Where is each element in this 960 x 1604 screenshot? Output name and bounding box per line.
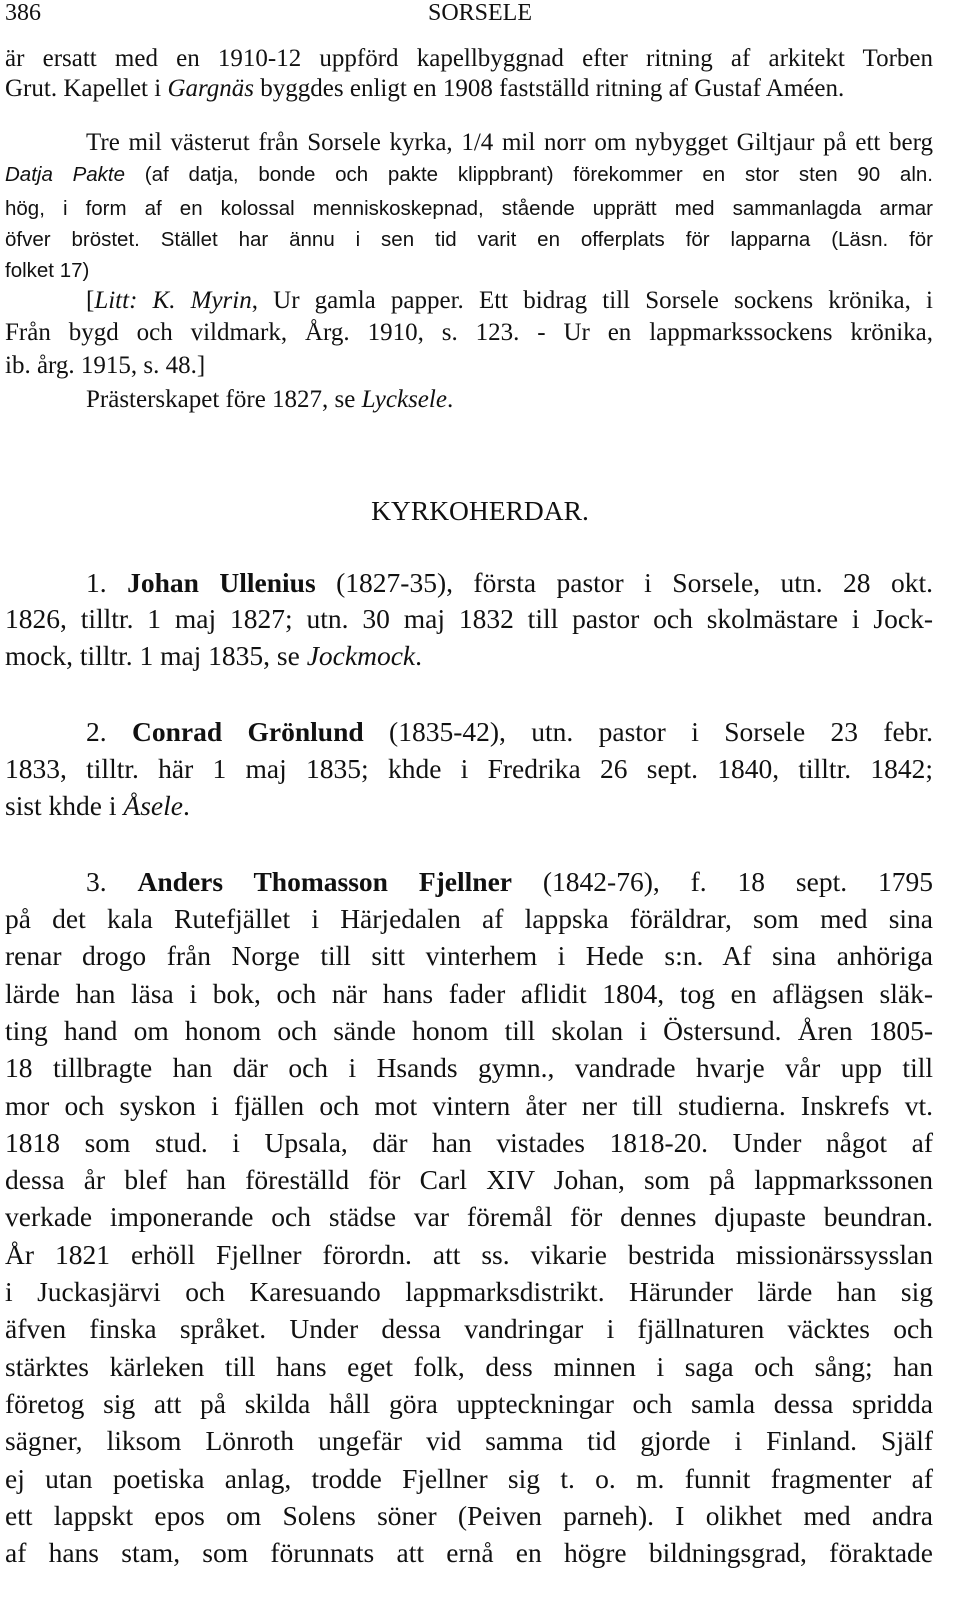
text-line: hög, i form af en kolossal menniskoskepnad, stående upprätt med sammanlagda armar	[5, 197, 933, 220]
author-name: Litt: K. Myrin	[94, 287, 252, 314]
text-line: ting hand om honom och sände honom till skolan i Östersund. Åren 1805-	[5, 1015, 933, 1046]
text-line: öfver bröstet. Stället har ännu i sen tid varit en offerplats för lapparna (Läsn. för	[5, 228, 933, 251]
place-name: Datja Pakte	[5, 163, 126, 186]
text-line: ej utan poetiska anlag, trodde Fjellner sig t. o. m. funnit fragmenter af	[5, 1463, 933, 1494]
text-line: stärktes kärleken till hans eget folk, dess minnen i saga och sång; han	[5, 1351, 933, 1382]
place-name: Gargnäs	[167, 75, 255, 102]
text-line: mor och syskon i fjällen och mot vintern åter ner till studierna. Inskrefs vt.	[5, 1090, 933, 1121]
place-name: Åsele	[123, 790, 183, 821]
text-line: 1833, tilltr. här 1 maj 1835; khde i Fredrika 26 sept. 1840, tilltr. 1842;	[5, 753, 933, 784]
text-line: 1826, tilltr. 1 maj 1827; utn. 30 maj 1832 till pastor och skolmästare i Jock-	[5, 603, 933, 634]
text-line: År 1821 erhöll Fjellner förordn. att ss. vikarie bestrida missionärssysslan	[5, 1239, 933, 1270]
text-line: äfven finska språket. Under dessa vandringar i fjällnaturen väcktes och	[5, 1313, 933, 1344]
source-line: [Litt: K. Myrin, Ur gamla papper. Ett bidrag till Sorsele sockens krönika, i	[86, 287, 933, 314]
source-line: Från bygd och vildmark, Årg. 1910, s. 123. - Ur en lappmarkssockens krönika,	[5, 319, 933, 346]
section-title: KYRKOHERDAR.	[371, 495, 589, 526]
text-line: är ersatt med en 1910-12 uppförd kapellbyggnad efter ritning af arkitekt Torben	[5, 45, 933, 72]
place-name: Jockmock	[306, 640, 416, 671]
text-line: renar drogo från Norge till sitt vinterhem i Hede s:n. Af sina anhöriga	[5, 940, 933, 971]
page-number: 386	[5, 0, 41, 26]
person-name: Johan Ullenius	[127, 567, 316, 598]
place-name: Lycksele	[361, 386, 447, 413]
text-line: 1818 som stud. i Upsala, där han vistades 1818-20. Under något af	[5, 1127, 933, 1158]
text-line: Grut. Kapellet i Gargnäs byggdes enligt en 1908 fastställd ritning af Gustaf Améen.	[5, 75, 845, 102]
cross-reference: Prästerskapet före 1827, se Lycksele.	[86, 386, 454, 413]
entry-heading: 3. Anders Thomasson Fjellner (1842-76), f. 18 sept. 1795	[86, 866, 933, 897]
text-line: företog sig att på skilda håll göra uppteckningar och samla dessa spridda	[5, 1388, 933, 1419]
running-title: SORSELE	[427, 0, 532, 26]
text-line: verkade imponerande och städse var föremål för dennes djupaste beundran.	[5, 1201, 933, 1232]
text-line: dessa år blef han föreställd för Carl XIV Johan, som på lappmarkssonen	[5, 1164, 933, 1195]
text-line: mock, tilltr. 1 maj 1835, se Jockmock.	[5, 640, 422, 671]
source-line: ib. årg. 1915, s. 48.]	[5, 352, 206, 379]
entry-heading: 2. Conrad Grönlund (1835-42), utn. pastor i Sorsele 23 febr.	[86, 716, 934, 747]
text-line: ett lappskt epos om Solens söner (Peiven parneh). I olikhet med andra	[5, 1500, 933, 1531]
entry-heading: 1. Johan Ullenius (1827-35), första pastor i Sorsele, utn. 28 okt.	[86, 567, 934, 598]
text-line: sägner, liksom Lönroth ungefär vid samma tid gjorde i Finland. Själf	[5, 1425, 933, 1456]
text-line: på det kala Rutefjället i Härjedalen af lappska föräldrar, som med sina	[5, 903, 933, 934]
text-line: lärde han läsa i bok, och när hans fader aflidit 1804, tog en aflägsen släk-	[5, 978, 933, 1009]
text-line: af hans stam, som förunnats att ernå en högre bildningsgrad, föraktade	[5, 1537, 933, 1568]
text-line: folket 17)	[5, 259, 90, 282]
person-name: Anders Thomasson Fjellner	[137, 866, 512, 897]
text-line: sist khde i Åsele.	[5, 790, 190, 821]
text-line: Tre mil västerut från Sorsele kyrka, 1/4 mil norr om nybygget Giltjaur på ett berg	[86, 129, 933, 156]
text-line: Datja Pakte (af datja, bonde och pakte klippbrant) förekommer en stor sten 90 aln.	[5, 163, 933, 186]
text-line: i Juckasjärvi och Karesuando lappmarksdistrikt. Härunder lärde han sig	[5, 1276, 933, 1307]
person-name: Conrad Grönlund	[132, 716, 364, 747]
text-line: 18 tillbragte han där och i Hsands gymn., vandrade hvarje vår upp till	[5, 1052, 933, 1083]
